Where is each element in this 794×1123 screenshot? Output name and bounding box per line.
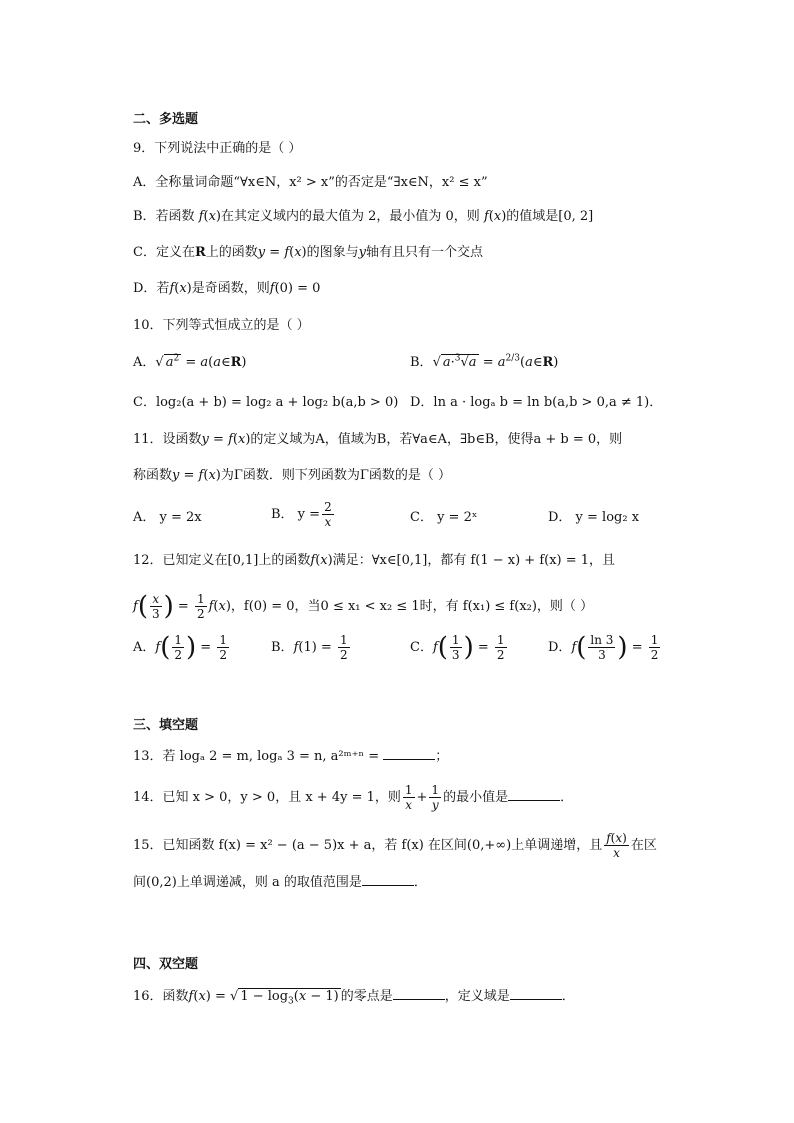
section-title-fill: 三、填空题 bbox=[133, 718, 199, 733]
section-title-multi: 二、多选题 bbox=[133, 112, 199, 127]
answer-blank[interactable] bbox=[362, 873, 414, 886]
question-12-option-c: C．f( $\frac{1}{3}$ ) = $\frac{1}{2}$ bbox=[410, 632, 505, 663]
question-10-option-a: A．√ $a^2$ = a(a∈R) bbox=[133, 353, 247, 370]
question-12-stem-line2: f( $\frac{x}{3}$ ) = $\frac{1}{2}$ f(x)，f(0) = 0，当0 ≤ x₁ < x₂ ≤ 1时，有 f(x₁) ≤ f(x₂)，则（ ） bbox=[133, 591, 594, 622]
question-10-stem: 10．下列等式恒成立的是（ ） bbox=[133, 318, 310, 333]
answer-blank[interactable] bbox=[393, 987, 445, 1000]
question-9-option-a: A．全称量词命题“∀x∈N，x² > x”的否定是“∃x∈N，x² ≤ x” bbox=[133, 175, 488, 190]
question-16: 16．函数f(x) = √ $1 - \log_3(x - 1)$ 的零点是 ，定义域是 ． bbox=[133, 989, 575, 1007]
question-15-line1: 15．已知函数 f(x) = x² − (a − 5)x + a，若 f(x) 在区间(0,+∞)上单调递增，且 $\frac{f(x)}{x}$ 在区 bbox=[133, 831, 657, 860]
question-12-option-b: B．f(1) = $\frac{1}{2}$ bbox=[271, 633, 348, 662]
question-11-option-a: A． y = 2x bbox=[133, 510, 202, 525]
question-13: 13．若 logₐ 2 = m, logₐ 3 = n, a²ᵐ⁺ⁿ = ； bbox=[133, 749, 449, 764]
question-11-stem-line1: 11．设函数y = f(x)的定义域为A，值域为B，若∀a∈A，∃b∈B，使得a + b = 0，则 bbox=[133, 432, 623, 447]
section-title-double: 四、双空题 bbox=[133, 957, 199, 972]
question-9-option-d: D．若f(x)是奇函数，则f(0) = 0 bbox=[133, 281, 321, 296]
question-9-option-c: C．定义在R上的函数y = f(x)的图象与y轴有且只有一个交点 bbox=[133, 245, 484, 260]
question-12-stem-line1: 12．已知定义在[0,1]上的函数f(x)满足：∀x∈[0,1]，都有 f(1 − x) + f(x) = 1，且 bbox=[133, 553, 616, 568]
answer-blank[interactable] bbox=[383, 747, 435, 760]
question-11-stem-line2: 称函数y = f(x)为Γ函数．则下列函数为Γ函数的是（ ） bbox=[133, 468, 452, 483]
question-9-stem: 9．下列说法中正确的是（ ） bbox=[133, 141, 302, 156]
question-10-option-b: B．√ $a\cdot^3√a = a^{2/3}(a\in R)$ bbox=[410, 353, 559, 370]
question-9-option-b: B．若函数 f(x)在其定义域内的最大值为 2，最小值为 0，则 f(x)的值域是[0, 2] bbox=[133, 209, 594, 224]
question-11-option-b: B． y = $\frac{2}{x}$ bbox=[271, 500, 332, 529]
question-11-option-c: C． y = 2ˣ bbox=[410, 510, 478, 525]
question-10-option-d: D．ln a · logₐ b = ln b(a,b > 0,a ≠ 1)． bbox=[410, 395, 663, 410]
question-15-line2: 间(0,2)上单调递减，则 a 的取值范围是 ． bbox=[133, 875, 427, 890]
question-14: 14．已知 x > 0，y > 0，且 x + 4y = 1，则 $\frac{1}{x}$ + $\frac{1}{y}$ 的最小值是 ． bbox=[133, 783, 574, 812]
answer-blank[interactable] bbox=[510, 987, 562, 1000]
question-11-option-d: D． y = log₂ x bbox=[548, 510, 640, 525]
question-12-option-d: D．f( $\frac{\ln 3}{3}$ ) = $\frac{1}{2}$ bbox=[548, 632, 659, 663]
question-10-option-c: C．log₂(a + b) = log₂ a + log₂ b(a,b > 0) bbox=[133, 395, 399, 410]
question-12-option-a: A．f( $\frac{1}{2}$ ) = $\frac{1}{2}$ bbox=[133, 632, 227, 663]
answer-blank[interactable] bbox=[508, 788, 560, 801]
